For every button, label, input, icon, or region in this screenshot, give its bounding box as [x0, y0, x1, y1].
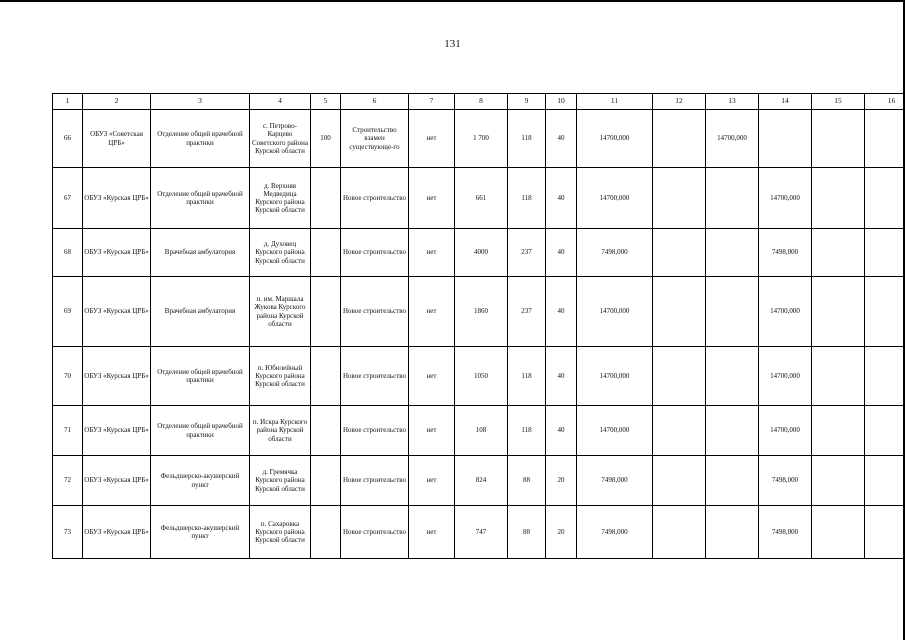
column-header-14: 14 [759, 94, 812, 110]
col8-value: 1 700 [455, 110, 508, 168]
column-header-15: 15 [812, 94, 865, 110]
column-header-6: 6 [341, 94, 409, 110]
column-header-5: 5 [311, 94, 341, 110]
facility-type: Фельдшерско-акушерский пункт [151, 456, 250, 506]
col14-value: 14700,000 [759, 347, 812, 406]
column-header-4: 4 [250, 94, 311, 110]
col13-value [706, 456, 759, 506]
col5-value [311, 347, 341, 406]
col10-value: 40 [546, 110, 577, 168]
col10-value: 40 [546, 347, 577, 406]
col12-value [653, 229, 706, 277]
col16-value [865, 110, 905, 168]
col8-value: 4000 [455, 229, 508, 277]
col14-value: 14700,000 [759, 277, 812, 347]
cost-value: 14700,000 [577, 168, 653, 229]
col7-value: нет [409, 347, 455, 406]
col8-value: 747 [455, 506, 508, 559]
table-row [53, 168, 905, 229]
table-row [53, 506, 905, 559]
col9-value: 237 [508, 229, 546, 277]
col9-value: 118 [508, 406, 546, 456]
column-header-13: 13 [706, 94, 759, 110]
col8-value: 1860 [455, 277, 508, 347]
work-type: Новое строительство [341, 229, 409, 277]
work-type: Строительство взамен существующе-го [341, 110, 409, 168]
row-number: 73 [53, 506, 83, 559]
table-row [53, 406, 905, 456]
col12-value [653, 406, 706, 456]
col12-value [653, 277, 706, 347]
col5-value [311, 229, 341, 277]
row-number: 70 [53, 347, 83, 406]
col10-value: 40 [546, 229, 577, 277]
col7-value: нет [409, 506, 455, 559]
row-number: 69 [53, 277, 83, 347]
col16-value [865, 168, 905, 229]
col16-value [865, 456, 905, 506]
col5-value [311, 506, 341, 559]
col5-value: 100 [311, 110, 341, 168]
facility-type: Врачебная амбулатория [151, 277, 250, 347]
row-number: 71 [53, 406, 83, 456]
col13-value [706, 277, 759, 347]
row-number: 66 [53, 110, 83, 168]
col12-value [653, 456, 706, 506]
col8-value: 661 [455, 168, 508, 229]
table-row [53, 277, 905, 347]
table-row [53, 110, 905, 168]
col14-value: 7498,000 [759, 506, 812, 559]
table-row [53, 229, 905, 277]
cost-value: 7498,000 [577, 506, 653, 559]
col15-value [812, 110, 865, 168]
col8-value: 108 [455, 406, 508, 456]
col7-value: нет [409, 110, 455, 168]
col7-value: нет [409, 456, 455, 506]
col16-value [865, 506, 905, 559]
location: п. Сахаровка Курского района Курской области [250, 506, 311, 559]
col10-value: 40 [546, 406, 577, 456]
facility-type: Отделение общей врачебной практики [151, 168, 250, 229]
cost-value: 14700,000 [577, 110, 653, 168]
col15-value [812, 506, 865, 559]
work-type: Новое строительство [341, 168, 409, 229]
col5-value [311, 168, 341, 229]
column-header-9: 9 [508, 94, 546, 110]
col15-value [812, 277, 865, 347]
row-number: 68 [53, 229, 83, 277]
col12-value [653, 168, 706, 229]
location: д. Верхняя Медведица Курского района Курской области [250, 168, 311, 229]
col7-value: нет [409, 277, 455, 347]
col12-value [653, 506, 706, 559]
col13-value [706, 347, 759, 406]
col10-value: 40 [546, 168, 577, 229]
col10-value: 40 [546, 277, 577, 347]
row-number: 72 [53, 456, 83, 506]
col16-value [865, 347, 905, 406]
col16-value [865, 229, 905, 277]
col10-value: 20 [546, 506, 577, 559]
facility-type: Отделение общей врачебной практики [151, 347, 250, 406]
col13-value [706, 168, 759, 229]
col15-value [812, 168, 865, 229]
header-row [53, 94, 905, 110]
col15-value [812, 456, 865, 506]
col5-value [311, 406, 341, 456]
location: п. Искра Курского района Курской области [250, 406, 311, 456]
organization: ОБУЗ «Курская ЦРБ» [83, 506, 151, 559]
organization: ОБУЗ «Курская ЦРБ» [83, 168, 151, 229]
col8-value: 824 [455, 456, 508, 506]
col13-value [706, 406, 759, 456]
work-type: Новое строительство [341, 506, 409, 559]
cost-value: 14700,000 [577, 277, 653, 347]
col8-value: 1050 [455, 347, 508, 406]
col10-value: 20 [546, 456, 577, 506]
column-header-3: 3 [151, 94, 250, 110]
cost-value: 7498,000 [577, 229, 653, 277]
col14-value [759, 110, 812, 168]
col13-value [706, 229, 759, 277]
column-header-10: 10 [546, 94, 577, 110]
table-row [53, 456, 905, 506]
col5-value [311, 456, 341, 506]
work-type: Новое строительство [341, 277, 409, 347]
location: д. Духовец Курского района Курской области [250, 229, 311, 277]
col12-value [653, 110, 706, 168]
organization: ОБУЗ «Курская ЦРБ» [83, 277, 151, 347]
work-type: Новое строительство [341, 347, 409, 406]
column-header-12: 12 [653, 94, 706, 110]
col9-value: 237 [508, 277, 546, 347]
col16-value [865, 277, 905, 347]
cost-value: 14700,000 [577, 406, 653, 456]
col13-value [706, 506, 759, 559]
organization: ОБУЗ «Курская ЦРБ» [83, 406, 151, 456]
col5-value [311, 277, 341, 347]
column-header-7: 7 [409, 94, 455, 110]
location: д. Гремячка Курского района Курской области [250, 456, 311, 506]
col7-value: нет [409, 406, 455, 456]
facility-type: Фельдшерско-акушерский пункт [151, 506, 250, 559]
organization: ОБУЗ «Советская ЦРБ» [83, 110, 151, 168]
column-header-16: 16 [865, 94, 905, 110]
organization: ОБУЗ «Курская ЦРБ» [83, 229, 151, 277]
facility-type: Отделение общей врачебной практики [151, 110, 250, 168]
col13-value: 14700,000 [706, 110, 759, 168]
col15-value [812, 347, 865, 406]
facility-type: Отделение общей врачебной практики [151, 406, 250, 456]
col14-value: 7498,000 [759, 456, 812, 506]
col15-value [812, 406, 865, 456]
col9-value: 118 [508, 110, 546, 168]
col16-value [865, 406, 905, 456]
location: с. Петрово-Карцево Советского района Курской области [250, 110, 311, 168]
work-type: Новое строительство [341, 406, 409, 456]
organization: ОБУЗ «Курская ЦРБ» [83, 456, 151, 506]
col12-value [653, 347, 706, 406]
col7-value: нет [409, 229, 455, 277]
organization: ОБУЗ «Курская ЦРБ» [83, 347, 151, 406]
column-header-11: 11 [577, 94, 653, 110]
table-row [53, 347, 905, 406]
page-number: 131 [444, 38, 461, 50]
column-header-2: 2 [83, 94, 151, 110]
work-type: Новое строительство [341, 456, 409, 506]
location: п. им. Маршала Жукова Курского района Курской области [250, 277, 311, 347]
col9-value: 118 [508, 347, 546, 406]
col9-value: 118 [508, 168, 546, 229]
col14-value: 14700,000 [759, 406, 812, 456]
facilities-table [52, 93, 905, 559]
cost-value: 7498,000 [577, 456, 653, 506]
scan-border-top [0, 0, 905, 2]
location: п. Юбилейный Курского района Курской области [250, 347, 311, 406]
col15-value [812, 229, 865, 277]
facility-type: Врачебная амбулатория [151, 229, 250, 277]
col9-value: 88 [508, 456, 546, 506]
cost-value: 14700,000 [577, 347, 653, 406]
col7-value: нет [409, 168, 455, 229]
column-header-1: 1 [53, 94, 83, 110]
column-header-8: 8 [455, 94, 508, 110]
col14-value: 14700,000 [759, 168, 812, 229]
col9-value: 88 [508, 506, 546, 559]
row-number: 67 [53, 168, 83, 229]
col14-value: 7498,000 [759, 229, 812, 277]
